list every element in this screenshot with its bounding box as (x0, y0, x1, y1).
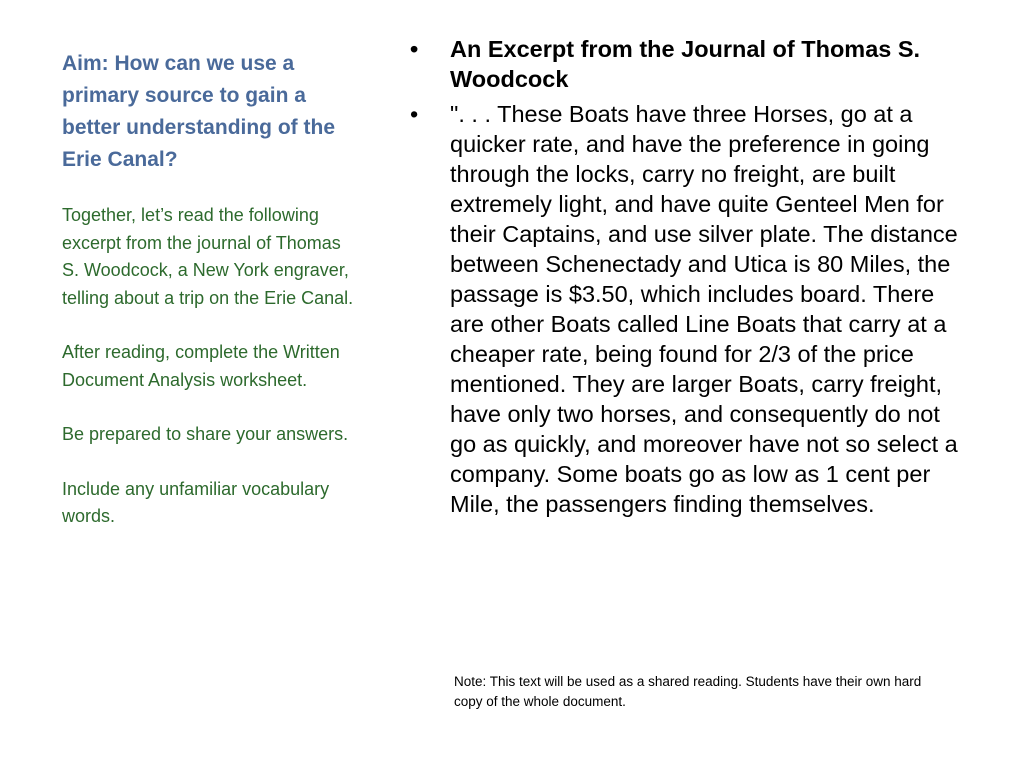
excerpt-heading: An Excerpt from the Journal of Thomas S. Woodcock (450, 36, 921, 92)
excerpt-list (408, 34, 968, 519)
instruction-read: Together, let’s read the following excerpt from the journal of Thomas S. Woodcock, a New York engraver, telling about a trip on the Erie Canal. (62, 205, 354, 308)
excerpt-quote: ". . . These Boats have three Horses, go at a quicker rate, and have the preference in going through the locks, carry no freight, are built extremely light, and have quite Genteel Men for their Captains, and use silver plate. The distance between Schenectady and Utica is 80 Miles, the passage is $3.50, which includes board. There are other Boats called Line Boats that carry at a cheaper rate, being found for 2/3 of the price mentioned. They are larger Boats, carry freight, have only two horses, and consequently do not go as quickly, and moreover have not so select a company. Some boats go as low as 1 cent per Mile, the passengers finding themselves. (450, 101, 958, 517)
left-column (62, 48, 362, 558)
instruction-worksheet: After reading, complete the Written Document Analysis worksheet. (62, 342, 340, 390)
instruction-vocabulary: Include any unfamiliar vocabulary words. (62, 478, 330, 526)
right-column (408, 34, 968, 524)
excerpt-quote-item (408, 99, 968, 519)
aim-title: Aim: How can we use a primary source to gain a better understanding of the Erie Canal? (62, 52, 335, 171)
excerpt-heading-item (408, 34, 968, 94)
instructions (62, 202, 362, 531)
teacher-note: Note: This text will be used as a shared reading. Students have their own hard copy of the whole document. (454, 674, 922, 709)
bullet-icon: • (410, 101, 419, 127)
instruction-share: Be prepared to share your answers. (62, 424, 349, 444)
bullet-icon: • (410, 36, 419, 62)
